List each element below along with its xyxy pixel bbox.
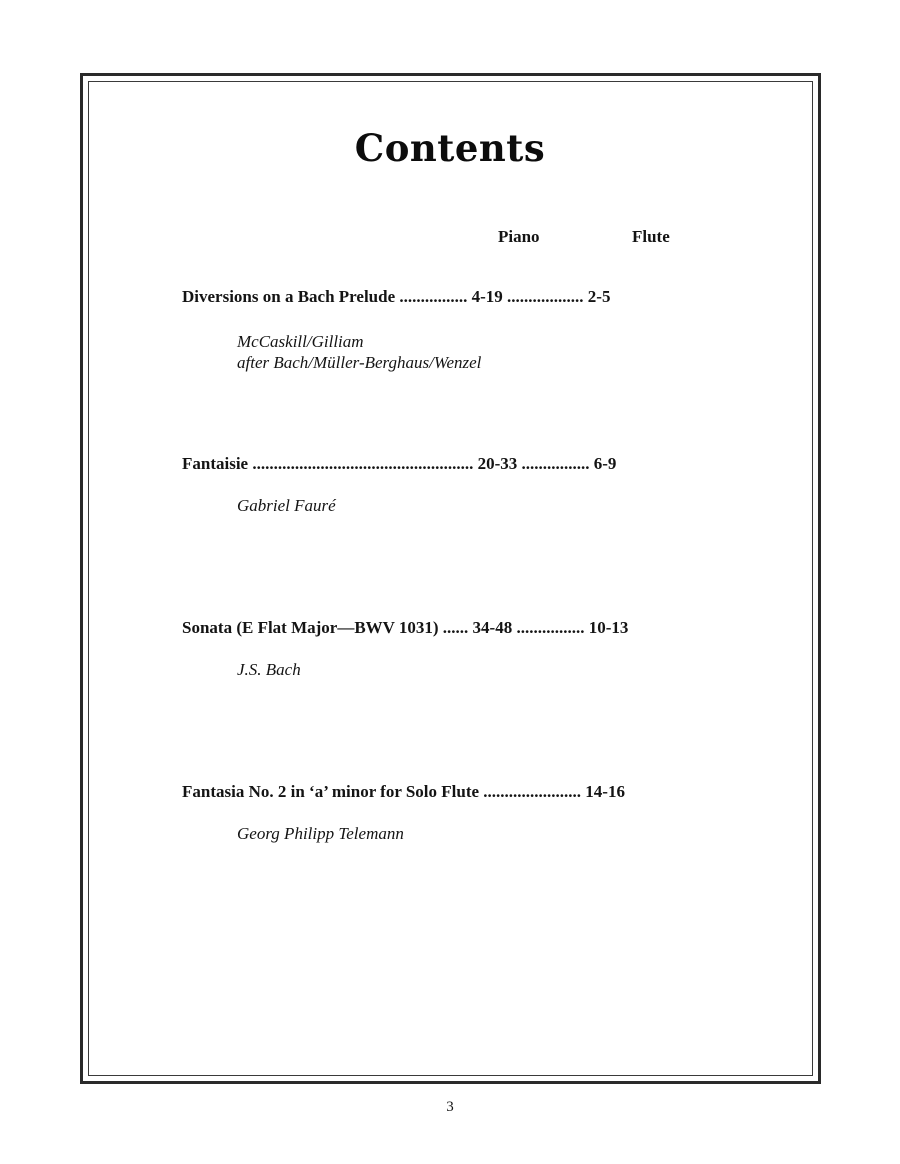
composer-line: after Bach/Müller-Berghaus/Wenzel: [237, 353, 482, 372]
page-border-inner: [88, 81, 813, 1076]
composer-line: McCaskill/Gilliam: [237, 332, 364, 351]
page-title: Contents: [354, 126, 546, 170]
composer-line: J.S. Bach: [237, 660, 301, 679]
toc-entry-diversions: Diversions on a Bach Prelude ................ 4-19 .................. 2-5: [182, 287, 611, 306]
composer-line: Georg Philipp Telemann: [237, 824, 404, 843]
toc-entry-fantasia: Fantasia No. 2 in ‘a’ minor for Solo Flute ....................... 14-16: [182, 782, 625, 801]
toc-entry-fantaisie: Fantaisie .................................................... 20-33 ................ 6-9: [182, 454, 617, 473]
composer-line: Gabriel Fauré: [237, 496, 336, 515]
page-number: 3: [446, 1099, 454, 1115]
column-header-flute: Flute: [632, 227, 670, 246]
toc-entry-sonata: Sonata (E Flat Major—BWV 1031) ...... 34-48 ................ 10-13: [182, 618, 629, 637]
page-border: [80, 73, 821, 1084]
column-header-piano: Piano: [498, 227, 540, 246]
